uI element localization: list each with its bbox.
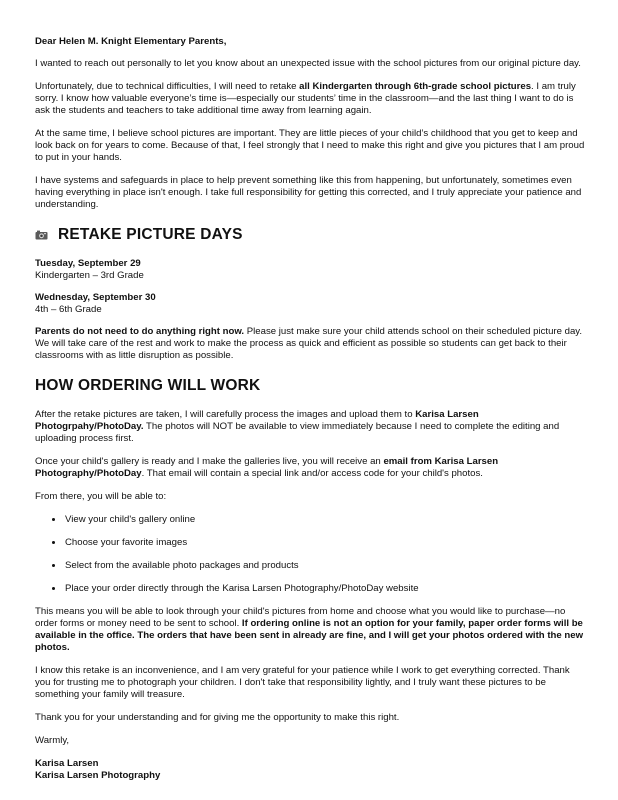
list-item: • Select from the available photo packages and products <box>64 560 585 572</box>
retake-heading <box>35 226 585 244</box>
text: . That email will contain a special link and/or access code for your child's photos. <box>141 468 483 479</box>
retake-heading-text: RETAKE PICTURE DAYS <box>58 226 243 243</box>
retake-day-grades: 4th – 6th Grade <box>35 304 102 315</box>
text: Once your child's gallery is ready and I make the galleries live, you will receive an <box>35 456 384 467</box>
emphasis: Karisa Larsen Photogrpahy/PhotoDay. <box>35 409 479 432</box>
thanks-paragraph: Thank you for your understanding and for giving me the opportunity to make this right. <box>35 712 400 723</box>
letter <box>35 36 585 782</box>
upload-paragraph <box>35 409 585 445</box>
retake-reason-paragraph <box>35 81 585 117</box>
text: . I am truly sorry. I know how valuable everyone’s time is—especially our students’ time in the classroom—and the last thing I want to do is ask the students and teachers to take additional time away from learning again. <box>35 81 576 116</box>
list-item: • Place your order directly through the Karisa Larsen Photography/PhotoDay website <box>64 583 585 595</box>
signature-company: Karisa Larsen Photography <box>35 770 161 781</box>
list-item: • View your child's gallery online <box>64 514 585 526</box>
retake-day-date: Tuesday, September 29 <box>35 258 141 269</box>
list-item: • Choose your favorite images <box>64 537 585 549</box>
emphasis: If ordering online is not an option for your family, paper order forms will be available in the office. The orders that have been sent in already are fine, and I will get your photos ordered with the new photos. <box>35 618 584 653</box>
emphasis: all Kindergarten through 6th-grade school pictures <box>299 81 532 92</box>
closing: Warmly, <box>35 735 70 746</box>
options-intro: From there, you will be able to: <box>35 491 167 502</box>
text: The photos will NOT be available to view immediately because I need to complete the editing and uploading process first. <box>35 421 560 444</box>
retake-day <box>35 258 585 282</box>
signature-name: Karisa Larsen <box>35 758 99 769</box>
retake-day-date: Wednesday, September 30 <box>35 292 156 303</box>
email-paragraph <box>35 456 585 480</box>
apology-paragraph: I know this retake is an inconvenience, and I am very grateful for your patience while I work to get everything corrected. Thank you for trusting me to photograph your children. I don't take that responsibility lightly, and I truly want these pictures to be something your family will treasure. <box>35 665 570 700</box>
emphasis: email from Karisa Larsen Photography/PhotoDay <box>35 456 499 479</box>
responsibility-paragraph: I have systems and safeguards in place to help prevent something like this from happening, but unfortunately, sometimes even having everything in place isn't enough. I take full responsibility for getting this corrected, and I truly appreciate your patience and understanding. <box>35 175 582 210</box>
ordering-heading: HOW ORDERING WILL WORK <box>35 377 261 394</box>
emphasis: Parents do not need to do anything right now. <box>35 326 245 337</box>
intro-paragraph: I wanted to reach out personally to let you know about an unexpected issue with the school pictures from our original picture day. <box>35 58 581 69</box>
camera-icon <box>35 230 48 240</box>
text: After the retake pictures are taken, I will carefully process the images and upload them to <box>35 409 416 420</box>
ordering-paragraph <box>35 606 585 654</box>
signature <box>35 758 585 782</box>
options-list <box>35 514 585 595</box>
text: Unfortunately, due to technical difficulties, I will need to retake <box>35 81 300 92</box>
importance-paragraph: At the same time, I believe school pictures are important. They are little pieces of your child’s childhood that you get to keep and look back on for years to come. Because of that, I feel strongly that I need to make this right and give you pictures that I am proud to put in your hands. <box>35 128 585 163</box>
retake-day <box>35 292 585 316</box>
text: This means you will be able to look through your child's pictures from home and choose what you would like to purchase—no order forms or money need to be sent to school. <box>35 606 566 629</box>
greeting: Dear Helen M. Knight Elementary Parents, <box>35 36 227 47</box>
retake-day-grades: Kindergarten – 3rd Grade <box>35 270 144 281</box>
text: Please just make sure your child attends school on their scheduled picture day. We will take care of the rest and work to make the process as quick and efficient as possible so students can get back to their classrooms with as little disruption as possible. <box>35 326 583 361</box>
no-action-paragraph <box>35 326 585 362</box>
